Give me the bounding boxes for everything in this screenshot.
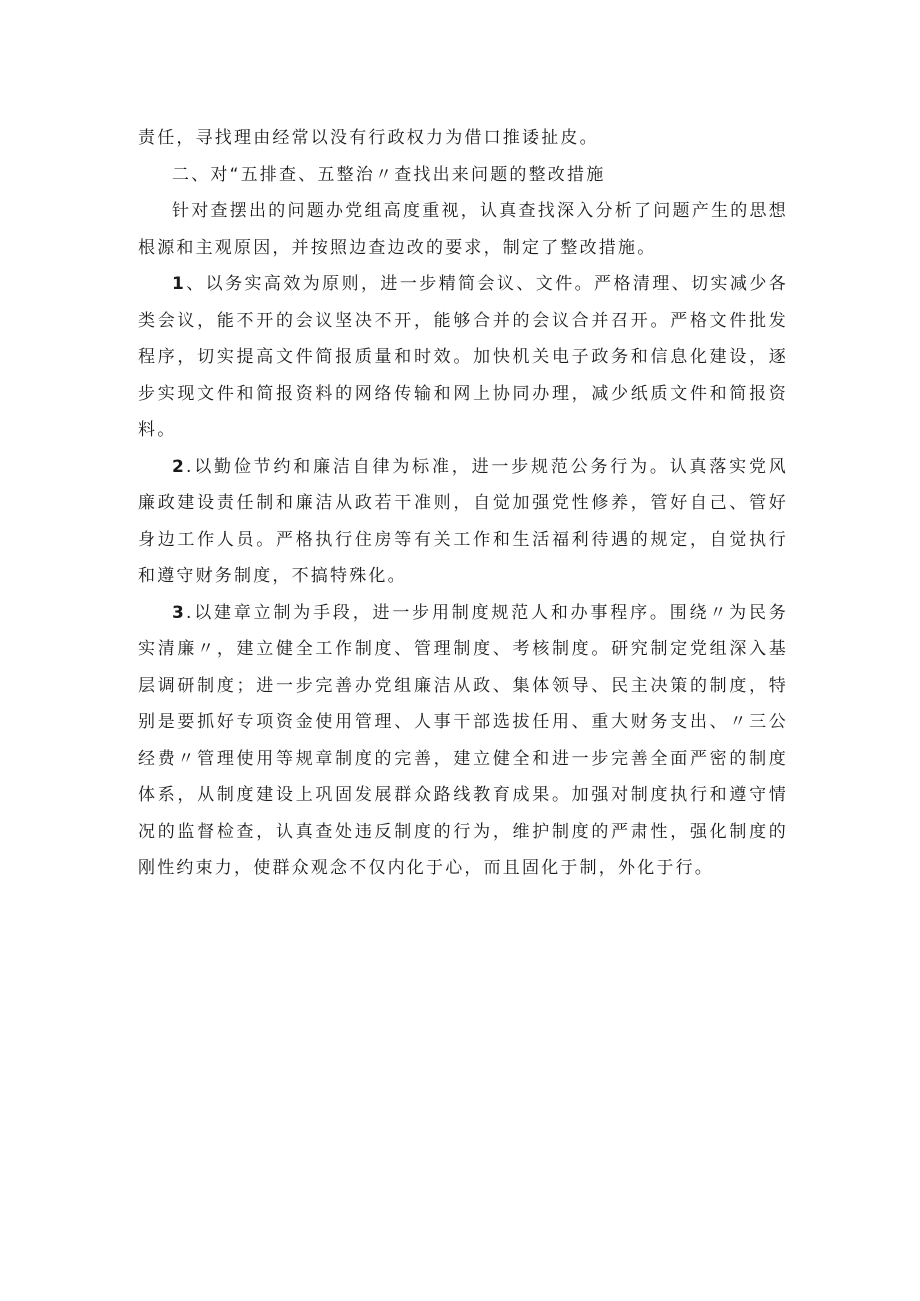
heading-text: 二、对“五排查、五整治〃查找出来问题的整改措施 bbox=[172, 164, 606, 185]
item-number: 3 bbox=[172, 602, 187, 623]
paragraph-text: .以勤俭节约和廉洁自律为标准，进一步规范公务行为。认真落实党风廉政建设责任制和廉洁从政若干准则，自觉加强党性修养，管好自己、管好身边工作人员。严格执行住房等有关工作和生活福利待遇的规定，自觉执行和遵守财务制度，不搞特殊化。 bbox=[138, 456, 788, 586]
paragraph-text: 责任，寻找理由经常以没有行政权力为借口推诿扯皮。 bbox=[138, 128, 599, 148]
paragraph-text: 、以务实高效为原则，进一步精简会议、文件。严格清理、切实减少各类会议，能不开的会议坚决不开，能够合并的会议合并召开。严格文件批发程序，切实提高文件简报质量和时效。加快机关电子政务和信息化建设，逐步实现文件和简报资料的网络传输和网上协同办理，减少纸质文件和简报资料。 bbox=[138, 274, 788, 440]
item-number: 1 bbox=[172, 274, 187, 294]
paragraph-continuation bbox=[138, 120, 788, 157]
paragraph-item-1 bbox=[138, 266, 788, 449]
paragraph-item-2 bbox=[138, 449, 788, 595]
paragraph-intro bbox=[138, 193, 788, 266]
section-heading bbox=[138, 157, 788, 194]
paragraph-text: .以建章立制为手段，进一步用制度规范人和办事程序。围绕〃为民务实清廉〃，建立健全工作制度、管理制度、考核制度。研究制定党组深入基层调研制度；进一步完善办党组廉洁从政、集体领导、民主决策的制度，特别是要抓好专项资金使用管理、人事干部选拔任用、重大财务支出、〃三公经费〃管理使用等规章制度的完善，建立健全和进一步完善全面严密的制度体系，从制度建设上巩固发展群众路线教育成果。加强对制度执行和遵守情况的监督检查，认真查处违反制度的行为，维护制度的严肃性，强化制度的刚性约束力，使群众观念不仅内化于心，而且固化于制，外化于行。 bbox=[138, 602, 788, 878]
paragraph-item-3 bbox=[138, 595, 788, 887]
item-number: 2 bbox=[172, 456, 187, 477]
paragraph-text: 针对查摆出的问题办党组高度重视，认真查找深入分析了问题产生的思想根源和主观原因，并按照边查边改的要求，制定了整改措施。 bbox=[138, 201, 788, 258]
document-body bbox=[138, 120, 788, 887]
